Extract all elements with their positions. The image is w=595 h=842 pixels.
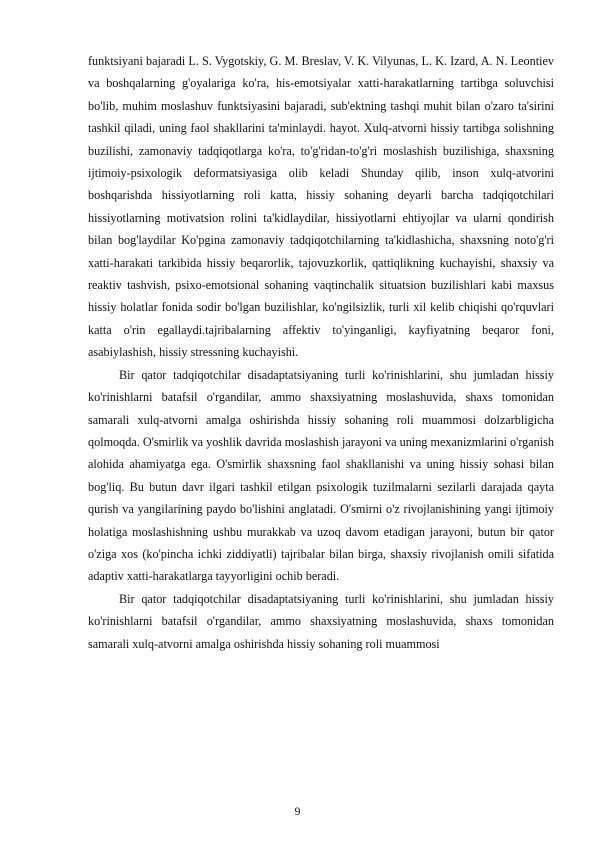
- document-page: [88, 50, 554, 655]
- page-number: 9: [294, 806, 301, 818]
- paragraph-disadaptation-repeat: Bir qator tadqiqotchilar disadaptatsiyaning turli ko'rinishlarini, shu jumladan hissiy ko'rinishlarni batafsil o'rgandilar, ammo shaxsiyatning moslashuvida, shaxs tomonidan samarali xulq-atvorni amalga oshirishda hissiy sohaning roli muammosi: [88, 591, 554, 651]
- paragraph-continuation: funktsiyani bajaradi L. S. Vygotskiy, G. M. Breslav, V. K. Vilyunas, L. K. Izard, A. N. Leontiev va boshqalarning g'oyalariga ko'ra, his-emotsiyalar xatti-harakatlarning tartibga soluvchisi bo'lib, muhim moslashuv funktsiyasini bajaradi, sub'ektning tashqi muhit bilan o'zaro ta'sirini tashkil qiladi, uning faol shakllarini ta'minlaydi. hayot. Xulq-atvorni hissiy tartibga solishning buzilishi, zamonaviy tadqiqotlarga ko'ra, to'g'ridan-to'g'ri moslashish buzilishiga, shaxsning ijtimoiy-psixologik deformatsiyasiga olib keladi Shunday qilib, inson xulq-atvorini boshqarishda hissiyotlarning roli katta, hissiy sohaning deyarli barcha tadqiqotchilari hissiyotlarning motivatsion rolini ta'kidlaydilar, hissiyotlarni ehtiyojlar va ularni qondirish bilan bog'laydilar Ko'pgina zamonaviy tadqiqotchilarning ta'kidlashicha, shaxsning noto'g'ri xatti-harakati tarkibida hissiy beqarorlik, tajovuzkorlik, qattiqlikning kuchayishi, shaxsiy va reaktiv tashvish, psixo-emotsional sohaning vaqtinchalik situatsion buzilishlari kabi maxsus hissiy holatlar fonida sodir bo'lgan buzilishlar, ko'ngilsizlik, turli xil kelib chiqishi qo'rquvlari katta o'rin egallaydi.tajribalarning affektiv to'yinganligi, kayfiyatning beqaror foni, asabiylashish, hissiy stressning kuchayishi.: [88, 54, 554, 360]
- paragraph-disadaptation: Bir qator tadqiqotchilar disadaptatsiyaning turli ko'rinishlarini, shu jumladan hissiy ko'rinishlarni batafsil o'rgandilar, ammo shaxsiyatning moslashuvida, shaxs tomonidan samarali xulq-atvorni amalga oshirishda hissiy sohaning roli muammosi dolzarbligicha qolmoqda. O'smirlik va yoshlik davrida moslashish jarayoni va uning mexanizmlarini o'rganish alohida ahamiyatga ega. O'smirlik shaxsning faol shakllanishi va uning hissiy sohasi bilan bog'liq. Bu butun davr ilgari tashkil etilgan psixologik tuzilmalarni sezilarli darajada qayta qurish va yangilarining paydo bo'lishini anglatadi. O'smirni o'z rivojlanishining yangi ijtimoiy holatiga moslashishning ushbu murakkab va uzoq davom etadigan jarayoni, butun bir qator o'ziga xos (ko'pincha ichki ziddiyatli) tajribalar bilan birga, shaxsiy rivojlanish omili sifatida adaptiv xatti-harakatlarga tayyorligini ochib beradi.: [88, 367, 554, 584]
